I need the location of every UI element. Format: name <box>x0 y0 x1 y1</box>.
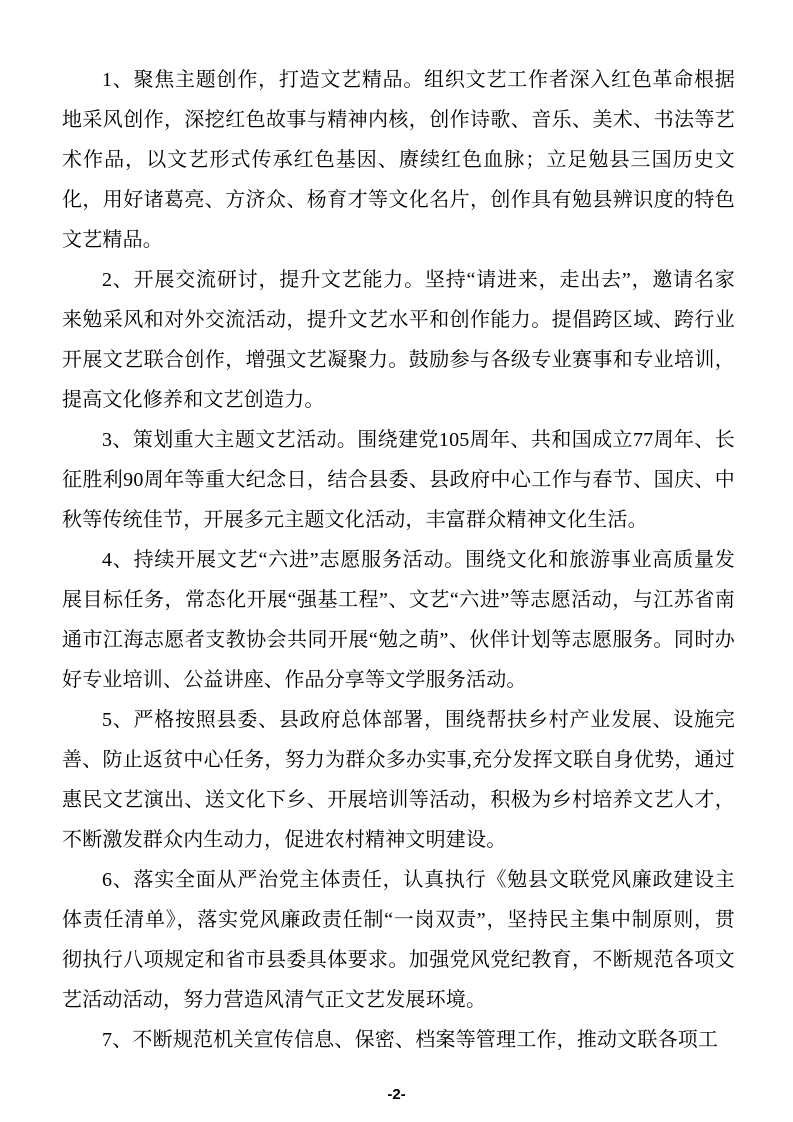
paragraph-6: 6、落实全面从严治党主体责任，认真执行《勉县文联党风廉政建设主体责任清单》，落实党风廉政责任制“一岗双责”，坚持民主集中制原则，贯彻执行八项规定和省市县委具体要求。加强党风党纪教育，不断规范各项文艺活动活动，努力营造风清气正文艺发展环境。 <box>62 869 735 1011</box>
document-body <box>62 60 735 1060</box>
page-number: -2- <box>387 1086 406 1103</box>
paragraph-7: 7、不断规范机关宣传信息、保密、档案等管理工作，推动文联各项工 <box>102 1029 719 1051</box>
paragraph-1: 1、聚焦主题创作，打造文艺精品。组织文艺工作者深入红色革命根据地采风创作，深挖红色故事与精神内核，创作诗歌、音乐、美术、书法等艺术作品，以文艺形式传承红色基因、赓续红色血脉；立足勉县三国历史文化，用好诸葛亮、方济众、杨育才等文化名片，创作具有勉县辨识度的特色文艺精品。 <box>62 69 735 251</box>
page-footer <box>0 1086 793 1104</box>
paragraph-5: 5、严格按照县委、县政府总体部署，围绕帮扶乡村产业发展、设施完善、防止返贫中心任务，努力为群众多办实事,充分发挥文联自身优势，通过惠民文艺演出、送文化下乡、开展培训等活动，积极为乡村培养文艺人才，不断激发群众内生动力，促进农村精神文明建设。 <box>62 709 735 851</box>
paragraph-4: 4、持续开展文艺“六进”志愿服务活动。围绕文化和旅游事业高质量发展目标任务，常态化开展“强基工程”、文艺“六进”等志愿活动，与江苏省南通市江海志愿者支教协会共同开展“勉之萌”、伙伴计划等志愿服务。同时办好专业培训、公益讲座、作品分享等文学服务活动。 <box>62 549 735 691</box>
paragraph-2: 2、开展交流研讨，提升文艺能力。坚持“请进来，走出去”，邀请名家来勉采风和对外交流活动，提升文艺水平和创作能力。提倡跨区域、跨行业开展文艺联合创作，增强文艺凝聚力。鼓励参与各级专业赛事和专业培训，提高文化修养和文艺创造力。 <box>62 269 735 411</box>
paragraph-3: 3、策划重大主题文艺活动。围绕建党105周年、共和国成立77周年、长征胜利90周年等重大纪念日，结合县委、县政府中心工作与春节、国庆、中秋等传统佳节，开展多元主题文化活动，丰富群众精神文化生活。 <box>62 429 735 531</box>
